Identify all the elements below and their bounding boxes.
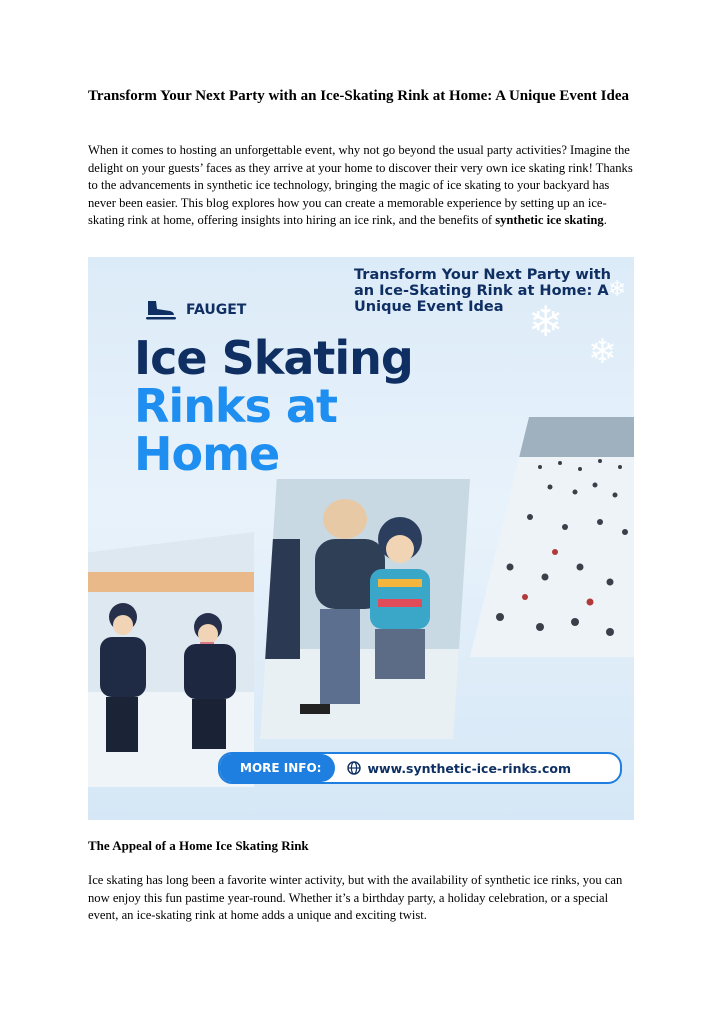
mother-child-skating-photo [260, 479, 470, 739]
globe-icon [347, 761, 361, 775]
section-paragraph: Ice skating has long been a favorite winter activity, but with the availability of synthetic ice rinks, you can now enjoy this fun pastime year-round. Whether it’s a birthday party, a holiday celebration, or a special event, an ice-skating rink at home adds a unique and exciting twist. [88, 873, 623, 923]
snowflake-icon: ❄ [608, 277, 627, 302]
kids-skating-photo [88, 532, 254, 787]
snowflake-icon: ❄ [588, 332, 617, 372]
website-url-text: www.synthetic-ice-rinks.com [367, 760, 571, 776]
banner-headline: Transform Your Next Party with an Ice-Skating Rink at Home: A Unique Event Idea [354, 267, 611, 315]
intro-bold-link: synthetic ice skating [495, 213, 604, 228]
brand-logo [144, 299, 246, 321]
brand-name: FAUGET [186, 302, 247, 318]
intro-paragraph [88, 142, 636, 230]
article-title: Transform Your Next Party with an Ice-Skating Rink at Home: A Unique Event Idea [88, 88, 629, 104]
intro-end: . [603, 213, 607, 228]
snowflake-icon: ❄ [528, 297, 564, 346]
banner-big-title-line2: Rinks at [134, 379, 337, 433]
banner-big-title-line3: Home [134, 427, 280, 481]
section-heading: The Appeal of a Home Ice Skating Rink [88, 838, 309, 853]
crowd-skating-photo [470, 417, 634, 657]
banner-big-title-line1: Ice Skating [134, 331, 413, 385]
more-info-bar [218, 752, 622, 784]
ice-skate-icon [144, 299, 178, 321]
promo-banner-image [88, 257, 634, 820]
website-url [347, 761, 571, 776]
intro-text: When it comes to hosting an unforgettable event, why not go beyond the usual party activities? Imagine the delight on your guests’ faces as they arrive at your home to discover their very own ice skating rink! Thanks to the advancements in synthetic ice technology, bringing the magic of ice skating to your backyard has never been easier. This blog explores how you can create a memorable experience by setting up an ice-skating rink at home, offering insights into hiring an ice rink, and the benefits of [88, 143, 633, 228]
more-info-label: MORE INFO: [220, 754, 335, 782]
